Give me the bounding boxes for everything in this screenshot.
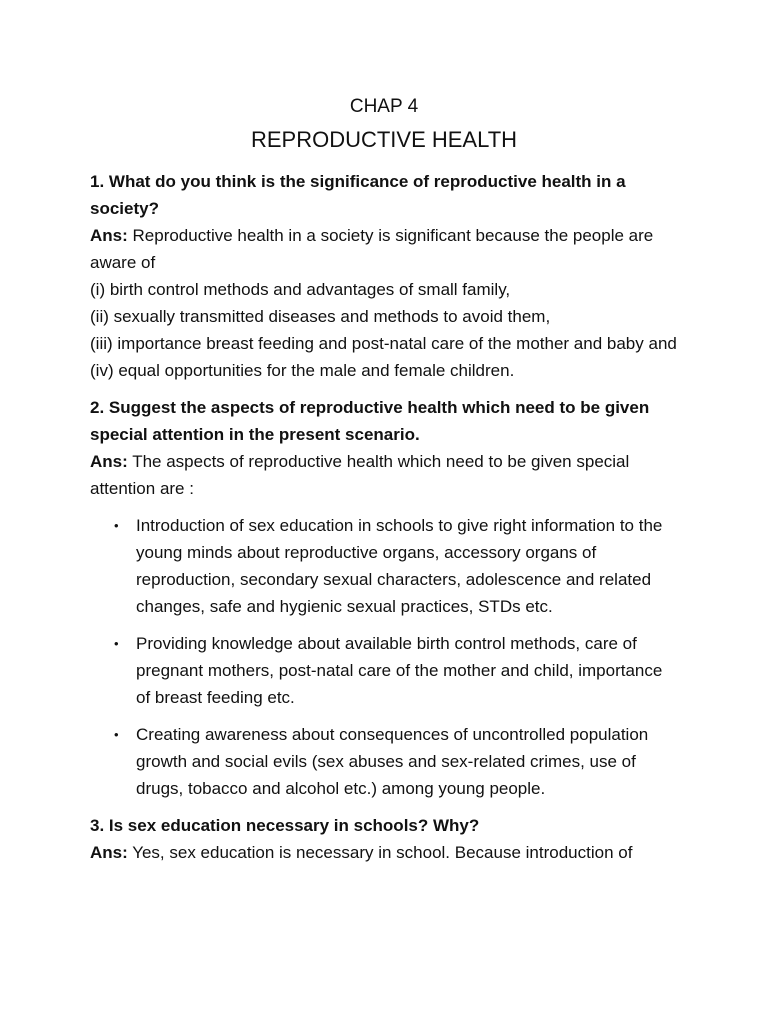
answer-1-point-2: (ii) sexually transmitted diseases and methods to avoid them, <box>90 307 551 326</box>
list-item <box>114 721 678 802</box>
chapter-title: REPRODUCTIVE HEALTH <box>250 127 518 152</box>
answer-label: Ans: <box>90 452 128 471</box>
answer-2-text: The aspects of reproductive health which need to be given special attention are : <box>90 452 630 498</box>
list-item <box>114 630 678 711</box>
answer-label: Ans: <box>90 226 128 245</box>
answer-3-text: Yes, sex education is necessary in school. Because introduction of <box>127 843 633 862</box>
list-item-text: Creating awareness about consequences of uncontrolled population growth and social evils (sex abuses and sex-related crimes, use of drugs, tobacco and alcohol etc.) among young people. <box>136 725 649 798</box>
answer-2 <box>90 448 678 502</box>
list-item <box>114 512 678 620</box>
bullet-icon: • <box>114 636 119 651</box>
answer-1-point-3: (iii) importance breast feeding and post-natal care of the mother and baby and <box>90 334 677 353</box>
chapter-number: CHAP 4 <box>349 96 419 117</box>
bullet-icon: • <box>114 727 119 742</box>
document-body <box>90 92 678 866</box>
list-item-text: Providing knowledge about available birth control methods, care of pregnant mothers, post-natal care of the mother and child, importance of breast feeding etc. <box>136 634 663 707</box>
answer-2-bullet-list <box>90 512 678 802</box>
answer-3 <box>90 839 678 866</box>
question-2: 2. Suggest the aspects of reproductive health which need to be given special attention in the present scenario. <box>90 398 650 444</box>
answer-1-text: Reproductive health in a society is significant because the people are aware of <box>90 226 654 272</box>
list-item-text: Introduction of sex education in schools to give right information to the young minds about reproductive organs, accessory organs of reproduction, secondary sexual characters, adolescence and related changes, safe and hygienic sexual practices, STDs etc. <box>136 516 663 616</box>
answer-label: Ans: <box>90 843 128 862</box>
answer-1-point-1: (i) birth control methods and advantages of small family, <box>90 280 511 299</box>
answer-1-point-4: (iv) equal opportunities for the male and female children. <box>90 361 515 380</box>
answer-1 <box>90 222 678 276</box>
question-1: 1. What do you think is the significance of reproductive health in a society? <box>90 172 626 218</box>
question-3: 3. Is sex education necessary in schools? Why? <box>90 816 480 835</box>
bullet-icon: • <box>114 518 119 533</box>
